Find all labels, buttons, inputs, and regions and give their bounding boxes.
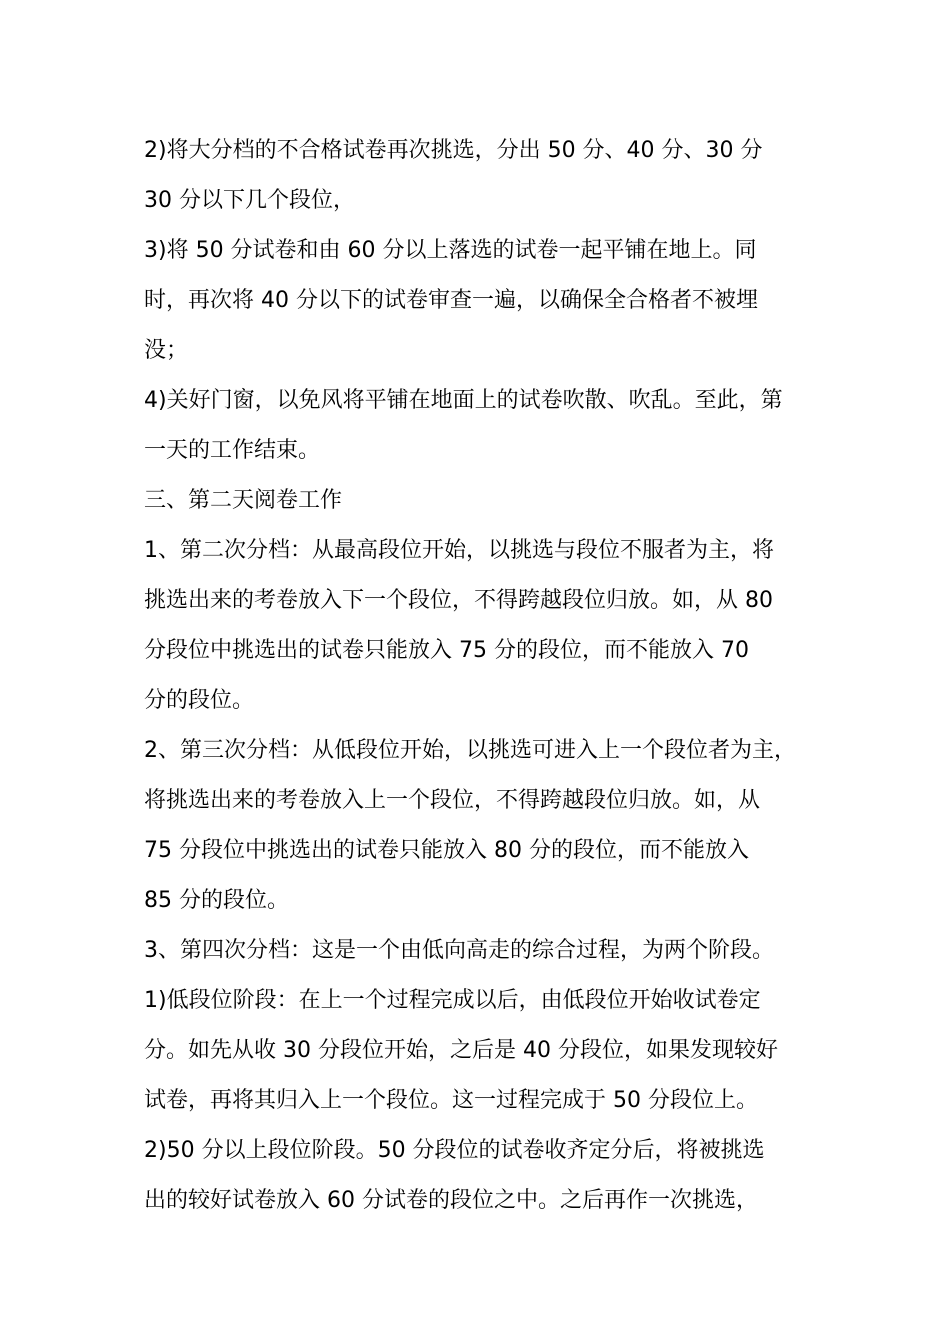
text-line: 分的段位。 — [144, 688, 255, 713]
text-line: 30 分以下几个段位， — [144, 188, 355, 213]
text-line: 4)关好门窗，以免风将平铺在地面上的试卷吹散、吹乱。至此，第 — [144, 388, 783, 413]
text-line: 85 分的段位。 — [144, 888, 289, 913]
text-line: 1、第二次分档：从最高段位开始，以挑选与段位不服者为主，将 — [144, 538, 774, 563]
text-line: 分。如先从收 30 分段位开始，之后是 40 分段位，如果发现较好 — [144, 1038, 778, 1063]
document-body — [144, 126, 834, 1226]
text-line: 3、第四次分档：这是一个由低向高走的综合过程，为两个阶段。 — [144, 938, 774, 963]
text-line: 1)低段位阶段：在上一个过程完成以后，由低段位开始收试卷定 — [144, 988, 761, 1013]
text-line: 挑选出来的考卷放入下一个段位，不得跨越段位归放。如，从 80 — [144, 588, 773, 613]
section-heading: 三、第二天阅卷工作 — [144, 488, 343, 513]
text-line: 出的较好试卷放入 60 分试卷的段位之中。之后再作一次挑选， — [144, 1188, 758, 1213]
text-line: 一天的工作结束。 — [144, 438, 321, 463]
text-line: 2)将大分档的不合格试卷再次挑选，分出 50 分、40 分、30 分 — [144, 138, 763, 163]
text-line: 没； — [144, 338, 189, 363]
text-line: 分段位中挑选出的试卷只能放入 75 分的段位，而不能放入 70 — [144, 638, 749, 663]
text-line: 2、第三次分档：从低段位开始，以挑选可进入上一个段位者为主， — [144, 738, 796, 763]
text-line: 3)将 50 分试卷和由 60 分以上落选的试卷一起平铺在地上。同 — [144, 238, 757, 263]
text-line: 将挑选出来的考卷放入上一个段位，不得跨越段位归放。如，从 — [144, 788, 761, 813]
text-line: 75 分段位中挑选出的试卷只能放入 80 分的段位，而不能放入 — [144, 838, 749, 863]
text-line: 时，再次将 40 分以下的试卷审查一遍，以确保全合格者不被埋 — [144, 288, 758, 313]
text-line: 试卷，再将其归入上一个段位。这一过程完成于 50 分段位上。 — [144, 1088, 758, 1113]
text-line: 2)50 分以上段位阶段。50 分段位的试卷收齐定分后，将被挑选 — [144, 1138, 765, 1163]
